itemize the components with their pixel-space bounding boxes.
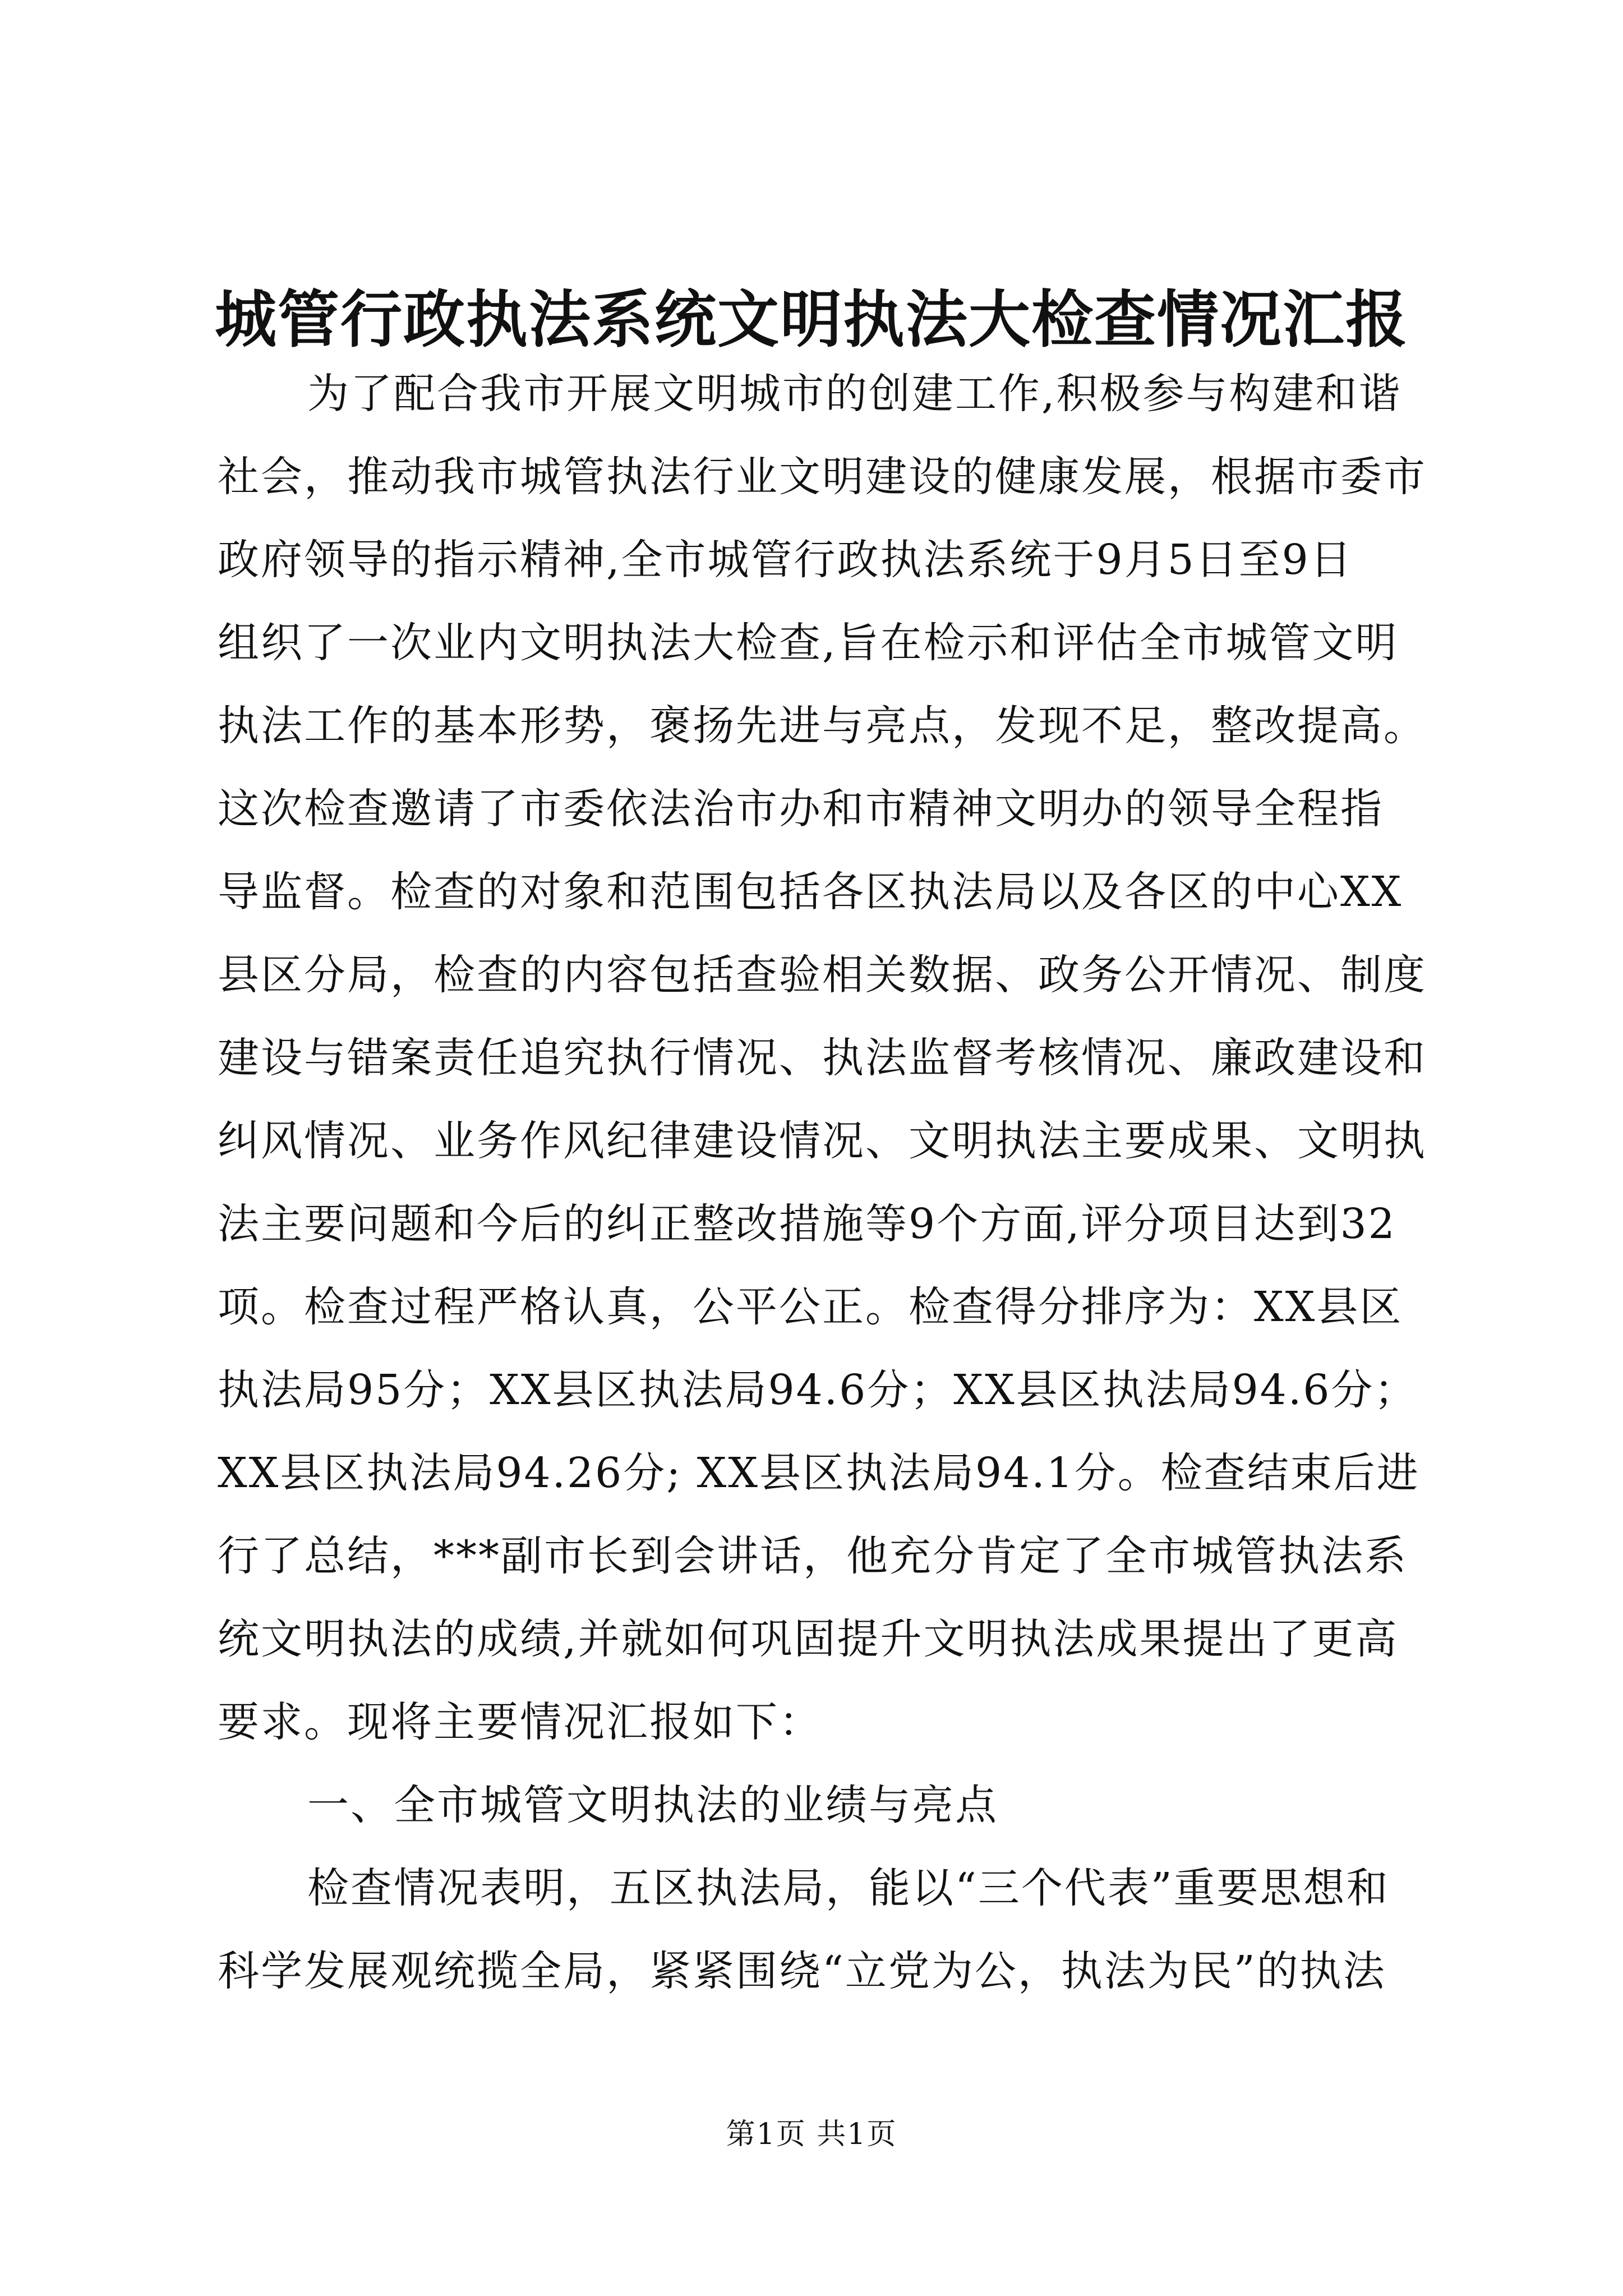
body-line: 这次检查邀请了市委依法治市办和市精神文明办的领导全程指 [218, 785, 1384, 833]
body-line: 项。检查过程严格认真，公平公正。检查得分排序为：XX县区 [218, 1283, 1403, 1331]
body-line: 执法工作的基本形势，褒扬先进与亮点，发现不足，整改提高。 [218, 702, 1427, 750]
body-line: 要求。现将主要情况汇报如下： [218, 1698, 822, 1746]
document-title: 城管行政执法系统文明执法大检查情况汇报 [215, 283, 1408, 356]
body-line: 社会，推动我市城管执法行业文明建设的健康发展，根据市委市 [218, 453, 1427, 501]
body-line: 科学发展观统揽全局，紧紧围绕“立党为公，执法为民”的执法 [218, 1947, 1386, 1995]
body-line: 统文明执法的成绩,并就如何巩固提升文明执法成果提出了更高 [218, 1615, 1399, 1663]
body-line: 法主要问题和今后的纠正整改措施等9个方面,评分项目达到32 [218, 1200, 1396, 1248]
body-line: 为了配合我市开展文明城市的创建工作,积极参与构建和谐 [307, 370, 1402, 418]
page-footer: 第1页 共1页 [726, 2118, 897, 2151]
body-line: 组织了一次业内文明执法大检查,旨在检示和评估全市城管文明 [218, 619, 1399, 667]
section-heading: 一、全市城管文明执法的业绩与亮点 [307, 1781, 998, 1829]
body-line: 执法局95分；XX县区执法局94.6分；XX县区执法局94.6分； [218, 1366, 1418, 1414]
body-line: XX县区执法局94.26分; XX县区执法局94.1分。检查结束后进 [218, 1449, 1420, 1497]
body-line: 纠风情况、业务作风纪律建设情况、文明执法主要成果、文明执 [218, 1117, 1427, 1165]
body-line: 导监督。检查的对象和范围包括各区执法局以及各区的中心XX [218, 868, 1403, 916]
body-line: 行了总结，***副市长到会讲话，他充分肯定了全市城管执法系 [218, 1532, 1408, 1580]
body-line: 建设与错案责任追究执行情况、执法监督考核情况、廉政建设和 [218, 1034, 1427, 1082]
body-line: 县区分局，检查的内容包括查验相关数据、政务公开情况、制度 [218, 951, 1427, 999]
body-line: 检查情况表明，五区执法局，能以“三个代表”重要思想和 [307, 1864, 1390, 1912]
document-body [218, 352, 1427, 2013]
body-line: 政府领导的指示精神,全市城管行政执法系统于9月5日至9日 [218, 536, 1353, 584]
